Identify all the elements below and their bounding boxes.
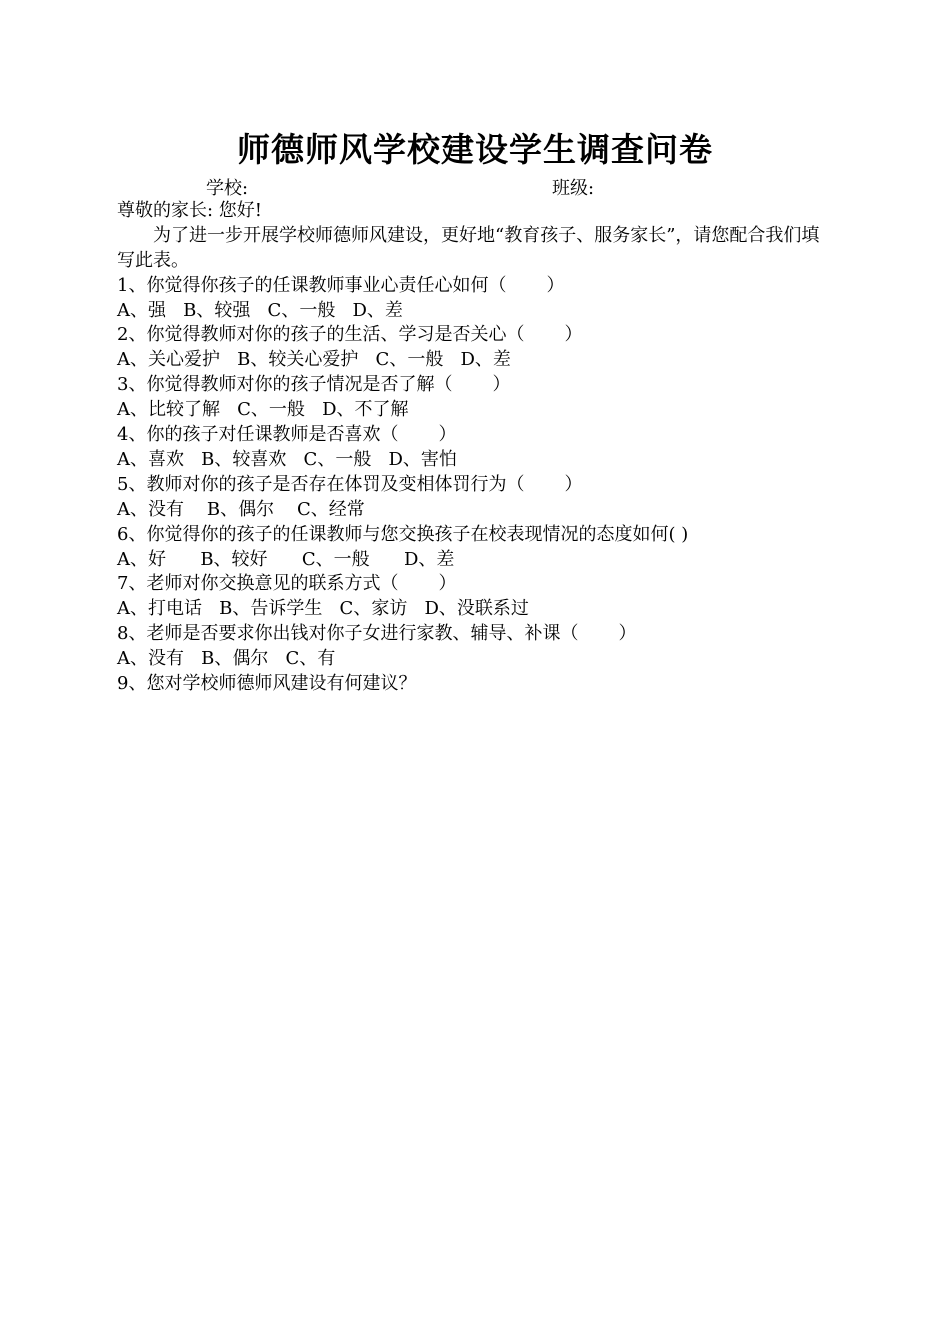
question-9: 9、您对学校师德师风建设有何建议？ <box>117 672 417 694</box>
question-5-options: A、没有 B、偶尔 C、经常 <box>117 498 365 520</box>
question-7-options: A、打电话 B、告诉学生 C、家访 D、没联系过 <box>117 598 529 620</box>
question-3-options: A、比较了解 C、一般 D、不了解 <box>117 399 409 421</box>
class-field-label: 班级: <box>552 178 595 199</box>
survey-body <box>117 199 837 697</box>
question-3: 3、你觉得教师对你的孩子情况是否了解（ ） <box>117 374 511 396</box>
question-7: 7、老师对你交换意见的联系方式（ ） <box>117 573 457 595</box>
school-field-label: 学校: <box>206 178 249 199</box>
question-2: 2、你觉得教师对你的孩子的生活、学习是否关心（ ） <box>117 324 583 346</box>
question-8: 8、老师是否要求你出钱对你子女进行家教、辅导、补课（ ） <box>117 623 637 645</box>
question-4-options: A、喜欢 B、较喜欢 C、一般 D、害怕 <box>117 448 457 470</box>
question-1: 1、你觉得你孩子的任课教师事业心责任心如何（ ） <box>117 274 565 296</box>
greeting: 尊敬的家长: 您好! <box>117 200 263 221</box>
question-6: 6、你觉得你的孩子的任课教师与您交换孩子在校表现情况的态度如何( ) <box>117 523 689 545</box>
page-title: 师德师风学校建设学生调查问卷 <box>237 130 713 169</box>
question-5: 5、教师对你的孩子是否存在体罚及变相体罚行为（ ） <box>117 473 583 495</box>
question-6-options: A、好 B、较好 C、一般 D、差 <box>117 548 455 570</box>
intro-paragraph: 为了进一步开展学校师德师风建设，更好地“教育孩子、服务家长”，请您配合我们填写此表。 <box>117 224 820 271</box>
question-1-options: A、强 B、较强 C、一般 D、差 <box>117 299 403 321</box>
question-4: 4、你的孩子对任课教师是否喜欢（ ） <box>117 424 457 446</box>
question-8-options: A、没有 B、偶尔 C、有 <box>117 648 336 670</box>
question-2-options: A、关心爱护 B、较关心爱护 C、一般 D、差 <box>117 349 511 371</box>
